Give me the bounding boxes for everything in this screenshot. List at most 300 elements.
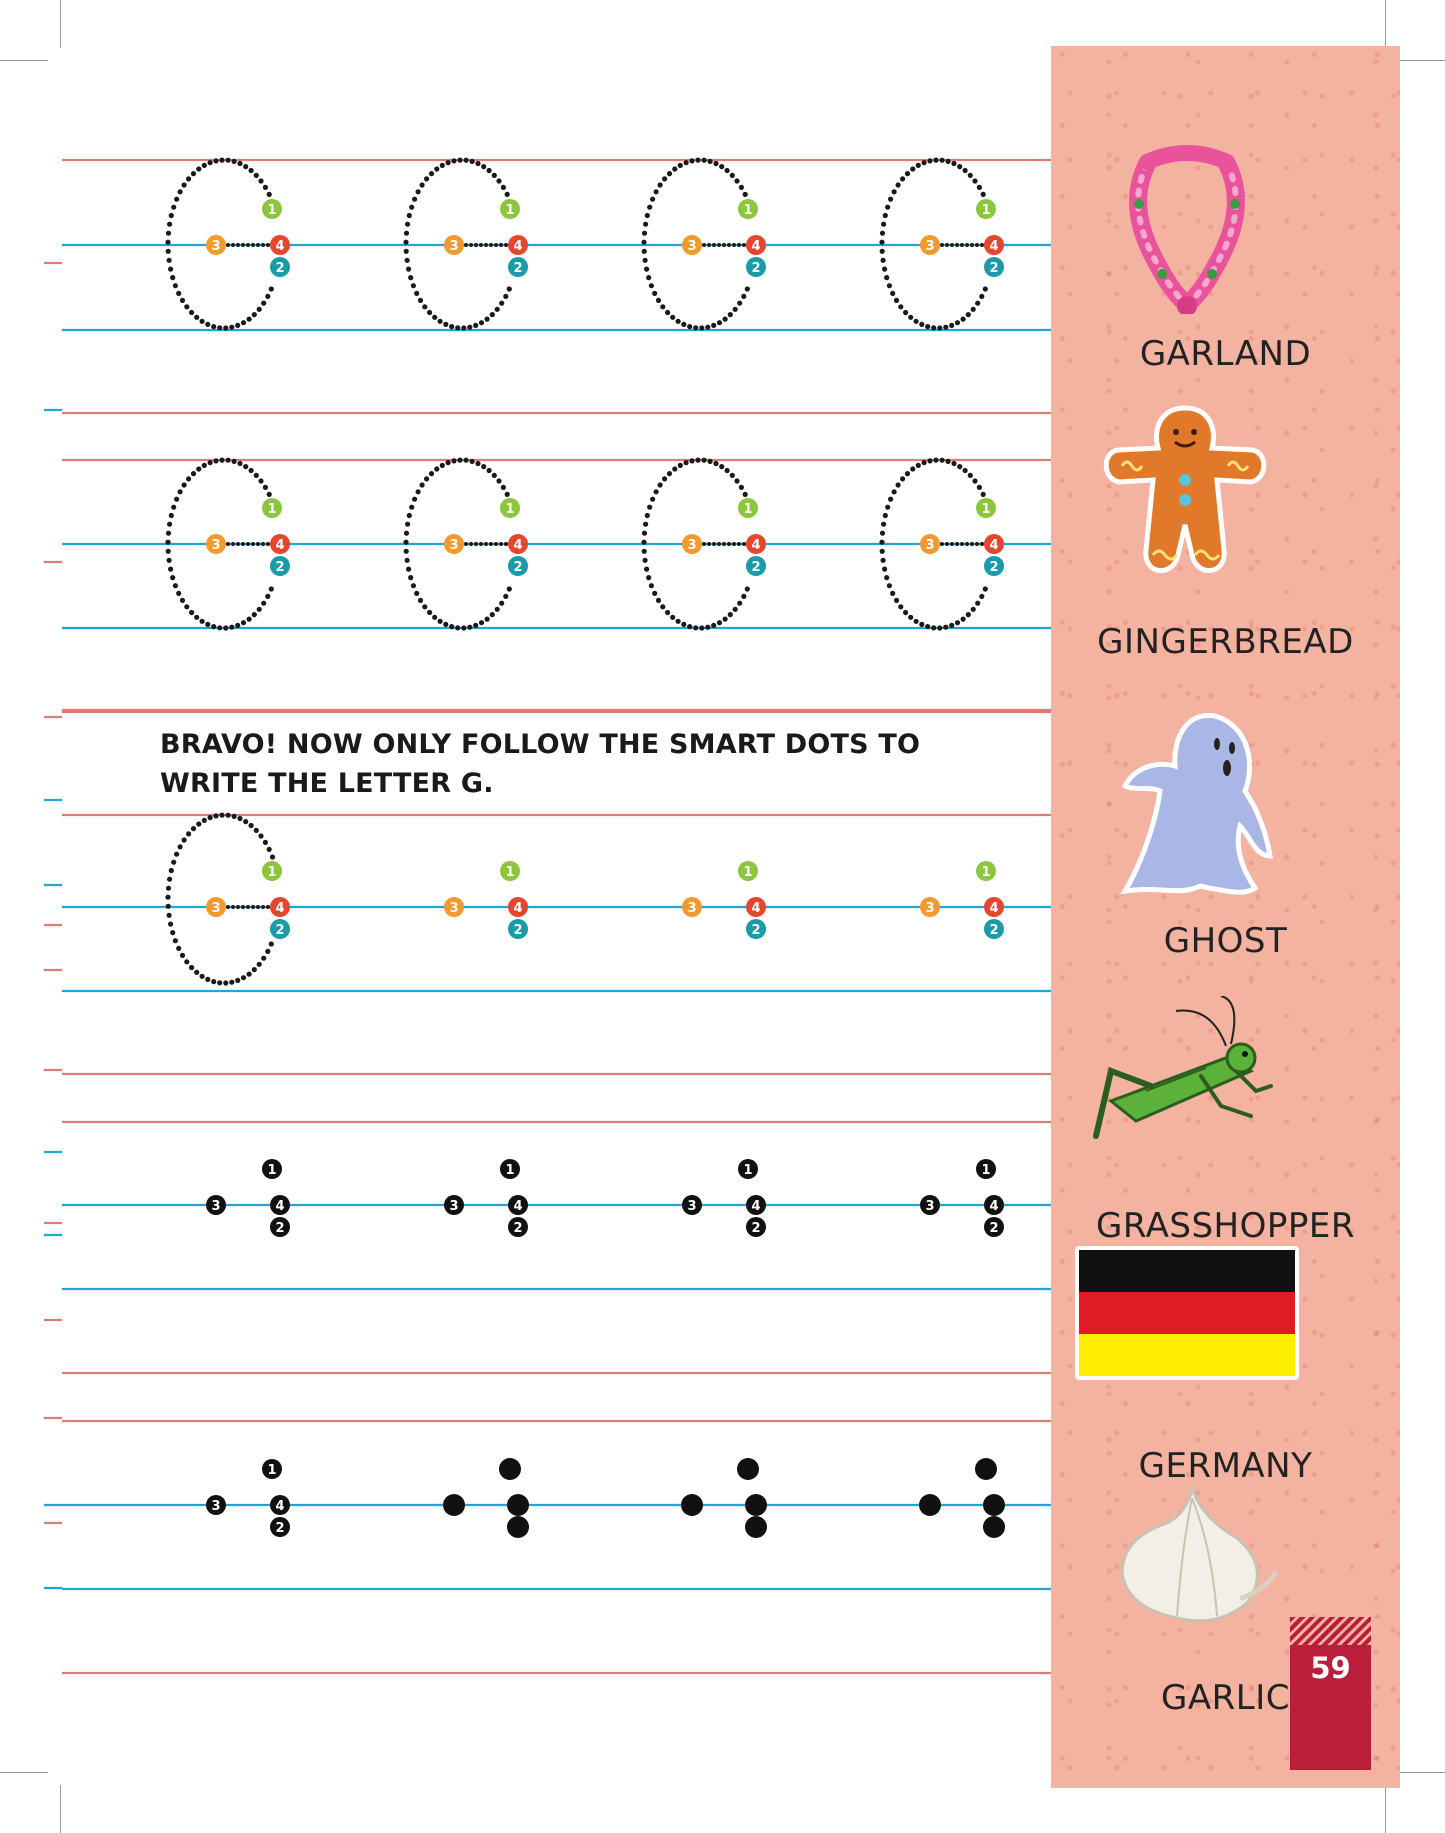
trace-dot (404, 249, 409, 254)
trace-dot (643, 522, 648, 527)
trace-dot (261, 243, 265, 247)
trace-dot (647, 205, 652, 210)
trace-dot (266, 243, 270, 247)
trace-dot (167, 522, 172, 527)
trace-dot (174, 852, 179, 857)
stroke-number-1: 1 (505, 203, 515, 218)
trace-dot (258, 478, 263, 483)
trace-dot (168, 267, 173, 272)
trace-dot (479, 620, 484, 625)
trace-dot (249, 168, 254, 173)
trace-dot (687, 324, 692, 329)
trace-dot (251, 243, 255, 247)
stroke-number-1: 1 (267, 865, 277, 880)
stroke-number-3: 3 (687, 538, 697, 553)
trace-dot (643, 258, 648, 263)
trace-dot (451, 158, 456, 163)
trace-dot (173, 283, 178, 288)
trace-dot (937, 625, 942, 630)
stroke-number-4: 4 (275, 1499, 285, 1514)
trace-dot (474, 243, 478, 247)
trace-dot (189, 310, 194, 315)
trace-dot (257, 307, 262, 312)
trace-dot (429, 171, 434, 176)
trace-dot (656, 298, 661, 303)
trace-dot (495, 307, 500, 312)
trace-dot (490, 312, 495, 317)
trace-dot (449, 324, 454, 329)
trace-dot (739, 485, 744, 490)
stroke-number-1: 1 (743, 502, 753, 517)
trace-dot (919, 322, 924, 327)
trace-dot (743, 492, 748, 497)
stroke-number-1: 1 (981, 203, 991, 218)
trace-dot (261, 542, 265, 546)
trace-dot (719, 464, 724, 469)
trace-dot (490, 612, 495, 617)
trace-dot (418, 298, 423, 303)
trace-dot (180, 298, 185, 303)
trace-dot (236, 542, 240, 546)
trace-dot (925, 324, 930, 329)
trace-dot (182, 482, 187, 487)
stroke-number-3: 3 (449, 1199, 459, 1214)
trace-dot (243, 819, 248, 824)
stroke-number-3: 3 (449, 538, 459, 553)
stroke-number-1: 1 (743, 1163, 753, 1178)
trace-dot (484, 243, 488, 247)
trace-dot (722, 542, 726, 546)
trace-dot (254, 473, 259, 478)
trace-dot (925, 624, 930, 629)
stroke-number-2: 2 (989, 560, 999, 575)
trace-dot (446, 160, 451, 165)
trace-dot (665, 310, 670, 315)
trace-dot (252, 312, 257, 317)
trace-dot (479, 243, 483, 247)
trace-dot (474, 542, 478, 546)
trace-dot (727, 243, 731, 247)
trace-dot (247, 317, 252, 322)
trace-dot (927, 458, 932, 463)
trace-dot (455, 325, 460, 330)
trace-dot (473, 623, 478, 628)
stroke-number-2: 2 (275, 923, 285, 938)
trace-dot (165, 240, 170, 245)
trace-dot (427, 310, 432, 315)
trace-dot (196, 166, 201, 171)
trace-dot (469, 243, 473, 247)
trace-dot (951, 461, 956, 466)
trace-dot (247, 972, 252, 977)
trace-dot (251, 542, 255, 546)
smart-dot (975, 1458, 997, 1480)
trace-dot (249, 468, 254, 473)
smart-dot (681, 1494, 703, 1516)
trace-dot (422, 304, 427, 309)
trace-dot (411, 583, 416, 588)
trace-dot (707, 542, 711, 546)
trace-dot (256, 542, 260, 546)
trace-dot (725, 168, 730, 173)
trace-dot (229, 980, 234, 985)
trace-dot (733, 607, 738, 612)
trace-dot (467, 625, 472, 630)
trace-dot (717, 243, 721, 247)
trace-dot (884, 575, 889, 580)
trace-dot (971, 607, 976, 612)
trace-dot (166, 249, 171, 254)
stroke-number-1: 1 (981, 502, 991, 517)
trace-dot (241, 975, 246, 980)
trace-dot (169, 213, 174, 218)
trace-dot (432, 615, 437, 620)
trace-dot (957, 464, 962, 469)
trace-dot (241, 542, 245, 546)
trace-dot (712, 243, 716, 247)
trace-dot (451, 458, 456, 463)
trace-dot (658, 182, 663, 187)
trace-dot (231, 905, 235, 909)
trace-dot (975, 243, 979, 247)
crop-mark (60, 0, 61, 48)
trace-dot (645, 513, 650, 518)
trace-dot (707, 243, 711, 247)
trace-dot (174, 197, 179, 202)
trace-dot (211, 324, 216, 329)
trace-dot (955, 542, 959, 546)
trace-dot (226, 458, 231, 463)
trace-dot (505, 492, 510, 497)
trace-dot (981, 192, 986, 197)
stroke-number-2: 2 (989, 923, 999, 938)
trace-dot (734, 178, 739, 183)
trace-dot (887, 583, 892, 588)
trace-dot (405, 522, 410, 527)
trace-dot (903, 610, 908, 615)
stroke-number-4: 4 (751, 1199, 761, 1214)
trace-dot (194, 315, 199, 320)
trace-dot (418, 598, 423, 603)
trace-dot (745, 586, 750, 591)
crop-mark (0, 1772, 48, 1773)
trace-dot (667, 171, 672, 176)
trace-dot (492, 473, 497, 478)
trace-dot (202, 818, 207, 823)
trace-dot (219, 813, 224, 818)
trace-dot (977, 485, 982, 490)
trace-dot (642, 549, 647, 554)
trace-dot (727, 542, 731, 546)
trace-dot (937, 325, 942, 330)
trace-dot (742, 542, 746, 546)
trace-dot (737, 601, 742, 606)
trace-dot (723, 617, 728, 622)
smart-dot (745, 1494, 767, 1516)
trace-dot (464, 458, 469, 463)
trace-dot (656, 598, 661, 603)
trace-dot (933, 458, 938, 463)
trace-dot (406, 267, 411, 272)
stroke-number-1: 1 (267, 203, 277, 218)
trace-dot (269, 586, 274, 591)
stroke-number-1: 1 (505, 865, 515, 880)
trace-dot (231, 243, 235, 247)
trace-dot (896, 482, 901, 487)
trace-dot (922, 160, 927, 165)
stroke-number-1: 1 (505, 502, 515, 517)
trace-dot (267, 192, 272, 197)
trace-dot (429, 471, 434, 476)
trace-dot (888, 197, 893, 202)
trace-dot (916, 163, 921, 168)
trace-dot (432, 315, 437, 320)
trace-dot (961, 617, 966, 622)
trace-dot (951, 161, 956, 166)
trace-dot (745, 286, 750, 291)
trace-dot (469, 542, 473, 546)
page-number-badge (1290, 1617, 1371, 1770)
trace-dot (882, 267, 887, 272)
trace-dot (908, 615, 913, 620)
trace-dot (725, 468, 730, 473)
trace-dot (658, 482, 663, 487)
trace-dot (213, 813, 218, 818)
trace-dot (194, 970, 199, 975)
trace-dot (407, 213, 412, 218)
trace-dot (732, 542, 736, 546)
vocabulary-sidebar (1051, 46, 1400, 1788)
trace-dot (960, 542, 964, 546)
trace-dot (730, 473, 735, 478)
trace-dot (229, 625, 234, 630)
stroke-number-3: 3 (687, 239, 697, 254)
trace-dot (896, 182, 901, 187)
trace-dot (713, 461, 718, 466)
trace-dot (681, 622, 686, 627)
trace-dot (501, 185, 506, 190)
trace-dot (908, 315, 913, 320)
trace-dot (650, 497, 655, 502)
trace-dot (670, 315, 675, 320)
trace-dot (211, 624, 216, 629)
stroke-number-1: 1 (743, 203, 753, 218)
trace-dot (499, 301, 504, 306)
trace-dot (647, 505, 652, 510)
trace-dot (963, 168, 968, 173)
trace-dot (226, 813, 231, 818)
trace-dot (178, 844, 183, 849)
page-number: 59 (1310, 1651, 1351, 1685)
trace-dot (200, 319, 205, 324)
trace-dot (408, 575, 413, 580)
trace-dot (232, 159, 237, 164)
stroke-number-4: 4 (513, 538, 523, 553)
trace-dot (438, 619, 443, 624)
smart-dot (983, 1494, 1005, 1516)
stroke-number-3: 3 (925, 1199, 935, 1214)
trace-dot (884, 275, 889, 280)
trace-dot (243, 164, 248, 169)
trace-dot (178, 489, 183, 494)
trace-dot (405, 558, 410, 563)
trace-dot (219, 458, 224, 463)
trace-dot (416, 489, 421, 494)
trace-dot (166, 549, 171, 554)
smart-dot (507, 1494, 529, 1516)
trace-dot (231, 542, 235, 546)
trace-dot (261, 601, 266, 606)
trace-dot (427, 610, 432, 615)
trace-dot (905, 171, 910, 176)
instruction-line-2: WRITE THE LETTER G. (160, 768, 494, 799)
stroke-number-3: 3 (925, 901, 935, 916)
trace-dot (980, 243, 984, 247)
trace-dot (695, 158, 700, 163)
instruction-text (160, 725, 940, 803)
trace-dot (649, 283, 654, 288)
trace-dot (732, 243, 736, 247)
stroke-number-4: 4 (513, 239, 523, 254)
trace-dot (168, 567, 173, 572)
trace-dot (249, 823, 254, 828)
word-germany: GERMANY (1138, 1446, 1313, 1486)
trace-dot (741, 294, 746, 299)
trace-dot (883, 513, 888, 518)
trace-dot (885, 205, 890, 210)
trace-dot (914, 319, 919, 324)
trace-dot (403, 540, 408, 545)
trace-dot (434, 466, 439, 471)
trace-dot (438, 319, 443, 324)
trace-dot (235, 623, 240, 628)
trace-dot (166, 886, 171, 891)
trace-dot (882, 567, 887, 572)
trace-dot (166, 904, 171, 909)
trace-dot (712, 542, 716, 546)
trace-dot (684, 160, 689, 165)
trace-dot (496, 478, 501, 483)
trace-dot (226, 905, 230, 909)
trace-dot (178, 189, 183, 194)
trace-dot (461, 325, 466, 330)
trace-dot (741, 594, 746, 599)
stroke-number-4: 4 (275, 538, 285, 553)
trace-dot (202, 463, 207, 468)
stroke-number-4: 4 (513, 901, 523, 916)
smart-dot (443, 1494, 465, 1516)
trace-dot (705, 325, 710, 330)
trace-dot (449, 624, 454, 629)
stroke-number-3: 3 (925, 239, 935, 254)
trace-dot (186, 831, 191, 836)
trace-dot (475, 161, 480, 166)
trace-dot (256, 243, 260, 247)
trace-dot (479, 320, 484, 325)
germany-flag-icon (1075, 1246, 1299, 1380)
trace-dot (881, 258, 886, 263)
trace-dot (167, 258, 172, 263)
stroke-number-1: 1 (505, 1163, 515, 1178)
trace-dot (972, 178, 977, 183)
trace-dot (412, 197, 417, 202)
trace-dot (730, 173, 735, 178)
trace-dot (894, 598, 899, 603)
trace-dot (667, 471, 672, 476)
trace-dot (176, 591, 181, 596)
trace-dot (960, 243, 964, 247)
crop-mark (1385, 0, 1386, 48)
trace-dot (219, 158, 224, 163)
stroke-number-3: 3 (687, 1199, 697, 1214)
trace-dot (489, 542, 493, 546)
trace-dot (403, 240, 408, 245)
trace-dot (226, 542, 230, 546)
trace-dot (412, 497, 417, 502)
stroke-number-3: 3 (211, 1199, 221, 1214)
trace-dot (406, 567, 411, 572)
trace-dot (910, 166, 915, 171)
garland-icon (1117, 144, 1257, 314)
trace-dot (182, 182, 187, 187)
trace-dot (507, 586, 512, 591)
trace-dot (254, 828, 259, 833)
smart-dot (919, 1494, 941, 1516)
trace-dot (235, 323, 240, 328)
trace-dot (457, 458, 462, 463)
trace-dot (945, 542, 949, 546)
trace-dot (970, 243, 974, 247)
trace-dot (494, 243, 498, 247)
trace-dot (176, 946, 181, 951)
trace-dot (420, 482, 425, 487)
stroke-number-3: 3 (925, 538, 935, 553)
trace-dot (940, 458, 945, 463)
trace-dot (196, 466, 201, 471)
word-ghost: GHOST (1163, 921, 1288, 961)
trace-dot (484, 542, 488, 546)
trace-dot (434, 166, 439, 171)
trace-dot (940, 542, 944, 546)
trace-dot (232, 814, 237, 819)
trace-dot (241, 320, 246, 325)
trace-dot (165, 540, 170, 545)
trace-dot (217, 325, 222, 330)
trace-dot (881, 558, 886, 563)
stroke-number-2: 2 (751, 560, 761, 575)
trace-dot (678, 163, 683, 168)
trace-dot (246, 243, 250, 247)
gingerbread-man-icon (1098, 400, 1273, 585)
trace-dot (699, 625, 704, 630)
trace-dot (409, 205, 414, 210)
trace-dot (949, 323, 954, 328)
trace-dot (208, 460, 213, 465)
trace-dot (191, 171, 196, 176)
trace-dot (481, 164, 486, 169)
trace-dot (503, 294, 508, 299)
trace-dot (489, 243, 493, 247)
trace-dot (678, 463, 683, 468)
stroke-number-3: 3 (211, 901, 221, 916)
trace-dot (717, 542, 721, 546)
trace-dot (237, 461, 242, 466)
trace-dot (405, 222, 410, 227)
trace-dot (945, 243, 949, 247)
trace-dot (481, 464, 486, 469)
trace-dot (424, 476, 429, 481)
trace-dot (166, 531, 171, 536)
